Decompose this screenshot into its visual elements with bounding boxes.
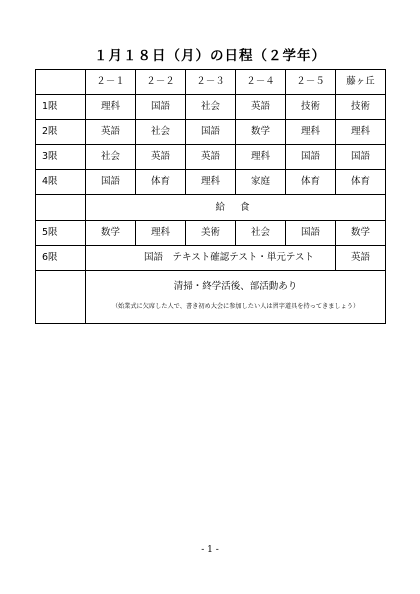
period-row-2: [36, 120, 386, 145]
subject-cell: 技術: [286, 95, 336, 120]
subject-cell: 数学: [86, 221, 136, 246]
subject-cell: 数学: [236, 120, 286, 145]
subject-cell: 体育: [336, 170, 386, 195]
period-label: 4限: [36, 170, 86, 195]
subject-cell: 国語: [286, 145, 336, 170]
header-class-2-4: ２－４: [236, 70, 286, 95]
subject-cell: 国語: [86, 170, 136, 195]
period-row-5: [36, 221, 386, 246]
subject-cell: 家庭: [236, 170, 286, 195]
header-corner-cell: [36, 70, 86, 95]
subject-cell: 社会: [236, 221, 286, 246]
subject-cell: 国語: [136, 95, 186, 120]
header-class-fujigaoka: 藤ヶ丘: [336, 70, 386, 95]
lunch-corner-cell: [36, 195, 86, 221]
period-label: 6限: [36, 246, 86, 271]
subject-cell: 英語: [336, 246, 386, 271]
subject-cell: 理科: [286, 120, 336, 145]
subject-cell: 英語: [86, 120, 136, 145]
period-label: 5限: [36, 221, 86, 246]
period-label: 2限: [36, 120, 86, 145]
period-row-1: [36, 95, 386, 120]
notice-main-text: 清掃・終学活後、部活動あり: [173, 281, 298, 292]
subject-cell: 理科: [86, 95, 136, 120]
period-row-4: [36, 170, 386, 195]
subject-cell: 国語: [286, 221, 336, 246]
subject-cell: 理科: [136, 221, 186, 246]
period-row-6: [36, 246, 386, 271]
subject-cell: 英語: [186, 145, 236, 170]
subject-cell: 技術: [336, 95, 386, 120]
subject-cell: 英語: [136, 145, 186, 170]
page-title: １月１８日（月）の日程（２学年）: [94, 48, 326, 64]
subject-cell: 社会: [86, 145, 136, 170]
notice-cell: [86, 271, 386, 324]
period-label: 3限: [36, 145, 86, 170]
header-row: [36, 70, 386, 95]
subject-cell: 理科: [336, 120, 386, 145]
header-class-2-1: ２－１: [86, 70, 136, 95]
subject-cell: 英語: [236, 95, 286, 120]
header-class-2-2: ２－２: [136, 70, 186, 95]
period-label: 1限: [36, 95, 86, 120]
lunch-cell: 給 食: [86, 195, 386, 221]
subject-cell: 体育: [136, 170, 186, 195]
subject-cell: 数学: [336, 221, 386, 246]
lunch-row: [36, 195, 386, 221]
subject-cell: 美術: [186, 221, 236, 246]
period-row-3: [36, 145, 386, 170]
subject-cell: 理科: [186, 170, 236, 195]
subject-cell: 社会: [136, 120, 186, 145]
header-class-2-5: ２－５: [286, 70, 336, 95]
subject-cell: 社会: [186, 95, 236, 120]
combined-test-cell: 国語 テキスト確認テスト・単元テスト: [86, 246, 336, 271]
subject-cell: 理科: [236, 145, 286, 170]
schedule-table: [35, 69, 386, 324]
subject-cell: 体育: [286, 170, 336, 195]
notice-sub-text: （始業式に欠席した人で、書き初め大会に参加したい人は習字道具を持ってきましょう）: [111, 303, 360, 310]
notice-corner-cell: [36, 271, 86, 324]
page-number: - 1 -: [201, 545, 219, 555]
notice-row: [36, 271, 386, 324]
subject-cell: 国語: [336, 145, 386, 170]
subject-cell: 国語: [186, 120, 236, 145]
header-class-2-3: ２－３: [186, 70, 236, 95]
